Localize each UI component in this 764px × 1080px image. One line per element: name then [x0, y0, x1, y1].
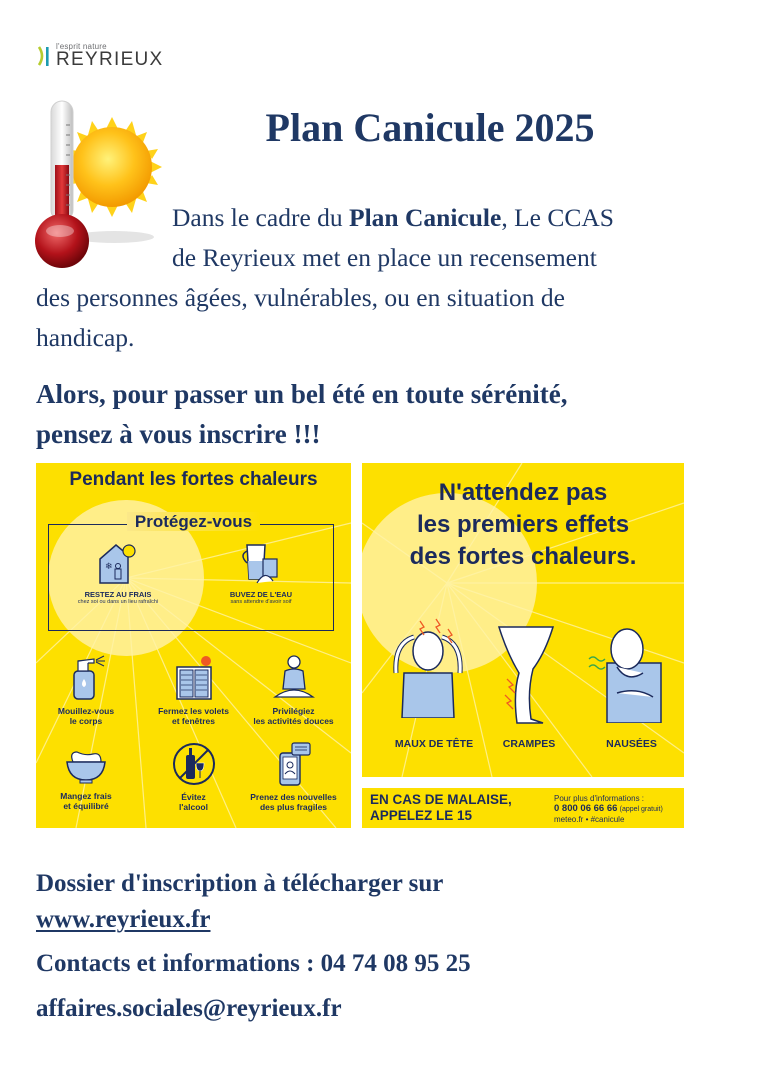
- info-phone: 0 800 06 66 66: [554, 803, 618, 814]
- protect-item-drink-water: BUVEZ DE L'EAU sans attendre d'avoir soif: [201, 539, 321, 606]
- nausea-icon: [587, 623, 667, 723]
- svg-text:❄: ❄: [105, 561, 113, 571]
- poster-right-title: N'attendez pas les premiers effets des fortes chaleurs.: [409, 479, 637, 570]
- tip-avoid-alcohol: Évitez l'alcool: [146, 741, 241, 812]
- cta-line-2: pensez à vous inscrire !!!: [36, 419, 321, 449]
- logo-tagline: l'esprit nature: [56, 42, 107, 51]
- shutters-icon: [173, 653, 215, 701]
- intro-bold-plan-canicule: Plan Canicule: [349, 203, 502, 232]
- headache-icon: [390, 613, 465, 718]
- leg-cramp-icon: [497, 623, 557, 728]
- page-title: Plan Canicule 2025: [265, 105, 595, 150]
- poster-left-title: Pendant les fortes chaleurs: [69, 469, 318, 490]
- intro-line-2: de Reyrieux met en place un recensement: [172, 243, 597, 272]
- contact-phone: Contacts et informations : 04 74 08 95 25: [36, 950, 471, 977]
- info-block: Pour plus d'informations : 0 800 06 66 66 (appel gratuit) meteo.fr • #canicule: [554, 794, 663, 824]
- contact-email[interactable]: affaires.sociales@reyrieux.fr: [36, 995, 342, 1022]
- download-info: [36, 866, 443, 938]
- no-alcohol-icon: [171, 741, 217, 787]
- protect-item-stay-cool: ❄ RESTEZ AU FRAIS chez soi ou dans un lieu rafraîchi: [58, 539, 178, 606]
- tip-gentle-activities: Privilégiez les activités douces: [241, 653, 346, 726]
- house-cool-icon: [96, 539, 140, 585]
- intro-paragraph: [36, 198, 716, 358]
- spray-bottle-icon: [66, 653, 106, 701]
- cta-line-1: Alors, pour passer un bel été en toute sérénité,: [36, 379, 568, 409]
- logo-mark-icon: [38, 44, 52, 68]
- poster-protect-yourself: [36, 463, 351, 828]
- call-to-action: [36, 374, 736, 454]
- intro-line-1: Dans le cadre du Plan Canicule, Le CCAS: [172, 203, 614, 232]
- poster-heat-symptoms: [362, 463, 684, 777]
- reyrieux-logo: [38, 42, 178, 72]
- intro-line-3: des personnes âgées, vulnérables, ou en situation de: [36, 283, 565, 312]
- water-jug-icon: [239, 539, 283, 585]
- website-link[interactable]: www.reyrieux.fr: [36, 906, 211, 933]
- symptom-nausea: NAUSÉES: [606, 738, 657, 750]
- emergency-banner: [362, 788, 684, 828]
- symptom-headache: MAUX DE TÊTE: [394, 738, 474, 750]
- meditation-icon: [271, 653, 317, 701]
- intro-line-4: handicap.: [36, 323, 135, 352]
- tip-check-on-vulnerable: Prenez des nouvelles des plus fragiles: [241, 741, 346, 812]
- protect-section-label: Protégez-vous: [36, 512, 351, 532]
- phone-message-icon: [274, 741, 314, 787]
- info-web: meteo.fr • #canicule: [554, 815, 625, 824]
- symptom-cramps: CRAMPES: [502, 738, 556, 750]
- tip-eat-fresh: Mangez frais et équilibré: [41, 746, 131, 811]
- logo-name: REYRIEUX: [56, 49, 164, 70]
- emergency-callout: EN CAS DE MALAISE, APPELEZ LE 15: [370, 792, 512, 823]
- food-bowl-icon: [63, 746, 109, 786]
- tip-spray: Mouillez-vous le corps: [41, 653, 131, 726]
- tip-shutters: Fermez les volets et fenêtres: [146, 653, 241, 726]
- download-text: Dossier d'inscription à télécharger sur: [36, 870, 444, 897]
